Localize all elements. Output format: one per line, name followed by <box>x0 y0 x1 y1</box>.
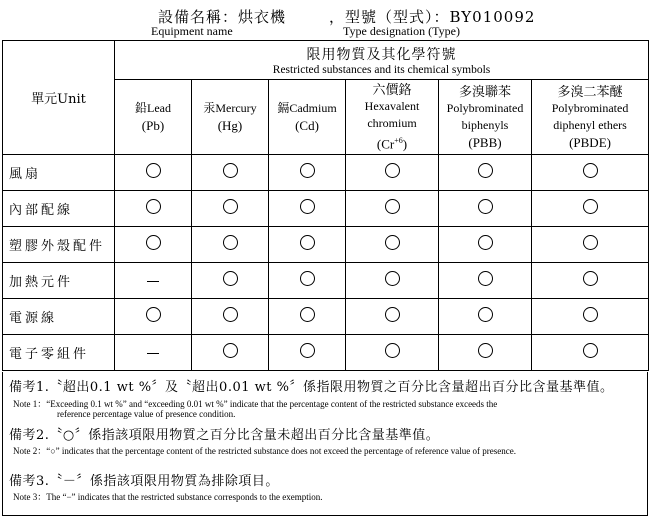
unit-label: 單元Unit <box>31 92 86 107</box>
circle-mark-icon <box>478 343 493 358</box>
table-row <box>3 227 649 263</box>
circle-mark-icon <box>300 307 315 322</box>
unit-name: 風扇 <box>3 155 115 191</box>
substance-mark-cell <box>192 155 269 191</box>
substance-mark-cell <box>346 335 439 371</box>
substance-name-line: 多溴二苯醚 <box>557 84 623 99</box>
substance-mark-cell <box>192 263 269 299</box>
dash-mark-icon <box>147 281 159 282</box>
note-3-en: Note 3：The “−” indicates that the restricted substance corresponds to the exemption. <box>13 492 323 502</box>
substance-symbol <box>532 134 648 151</box>
substance-mark-cell <box>346 299 439 335</box>
circle-mark-icon <box>385 235 400 250</box>
substance-symbol <box>439 134 531 151</box>
substance-mark-cell <box>269 227 346 263</box>
circle-mark-icon <box>223 271 238 286</box>
circle-mark-icon <box>223 343 238 358</box>
substance-mark-cell <box>115 299 192 335</box>
circle-mark-icon <box>385 271 400 286</box>
substance-symbol-text: (PBDE) <box>569 135 611 150</box>
circle-mark-icon <box>583 199 598 214</box>
table-row <box>3 299 649 335</box>
circle-mark-icon <box>478 235 493 250</box>
note-2-en: Note 2：“○” indicates that the percentage content of the restricted substance does not exceed the percentage of reference value of presence. <box>13 446 516 456</box>
notes-section <box>2 372 648 516</box>
substance-mark-cell <box>439 263 532 299</box>
substance-symbol-text: (Cr <box>376 136 395 152</box>
substance-mark-cell <box>532 335 649 371</box>
substance-name-line: biphenyls <box>461 118 509 132</box>
unit-name: 塑膠外殼配件 <box>3 227 115 263</box>
circle-mark-icon <box>385 199 400 214</box>
substance-mark-cell <box>269 155 346 191</box>
equipment-name-cn: 設備名稱：烘衣機 <box>158 8 287 26</box>
restricted-substances-en: Restricted substances and its chemical symbols <box>272 64 491 76</box>
circle-mark-icon <box>583 271 598 286</box>
substance-mark-cell <box>269 335 346 371</box>
substance-mark-cell <box>269 299 346 335</box>
substance-mark-cell <box>192 335 269 371</box>
circle-mark-icon <box>583 163 598 178</box>
table-body <box>3 155 649 371</box>
substance-mark-cell <box>346 191 439 227</box>
substance-header-5 <box>532 80 649 155</box>
dash-mark-icon <box>147 353 159 354</box>
unit-name: 加熱元件 <box>3 263 115 299</box>
substance-mark-cell <box>532 155 649 191</box>
substance-mark-cell <box>439 299 532 335</box>
substance-name-line: 六價鉻 <box>372 82 412 98</box>
circle-mark-icon <box>146 199 161 214</box>
substance-mark-cell <box>532 263 649 299</box>
substance-name-line: Polybrominated <box>551 101 629 115</box>
substance-symbol-text: (Pb) <box>141 118 165 133</box>
substance-name-line: Hexavalent <box>364 99 420 114</box>
substance-name-line: 汞Mercury <box>203 101 257 115</box>
circle-mark-icon <box>478 271 493 286</box>
circle-mark-icon <box>385 307 400 322</box>
substance-header-3 <box>346 80 439 155</box>
circle-mark-icon <box>583 343 598 358</box>
substance-symbol <box>115 117 191 134</box>
substance-name-line: diphenyl ethers <box>553 118 627 132</box>
substance-symbol-text: (Cd) <box>295 118 319 133</box>
unit-name: 電源線 <box>3 299 115 335</box>
note-2-cn: 備考2.〝○〞係指該項限用物質之百分比含量未超出百分比含量基準值。 <box>9 428 440 443</box>
substance-mark-cell <box>115 191 192 227</box>
substance-mark-cell <box>532 299 649 335</box>
substance-mark-cell <box>439 335 532 371</box>
circle-mark-icon <box>583 235 598 250</box>
unit-header-cell <box>3 41 115 155</box>
substance-symbol <box>346 132 438 152</box>
note-1-en: Note 1：“Exceeding 0.1 wt %” and “exceeding 0.01 wt %” indicate that the percentage content of the restricted substance exceeds the <box>13 399 498 409</box>
unit-name: 電子零組件 <box>3 335 115 371</box>
type-designation-en: Type designation (Type) <box>343 24 460 38</box>
unit-name: 內部配線 <box>3 191 115 227</box>
circle-mark-icon <box>478 307 493 322</box>
substance-symbol-end: ) <box>402 136 408 152</box>
note-1-en-continued: reference percentage value of presence condition. <box>57 409 236 419</box>
circle-mark-icon <box>385 343 400 358</box>
substance-mark-cell <box>346 155 439 191</box>
substance-symbol-superscript: +6 <box>394 136 403 146</box>
substance-name-line: chromium <box>367 116 417 131</box>
circle-mark-icon <box>300 235 315 250</box>
type-designation-cn: ，型號（型式）：BY010092 <box>329 8 536 26</box>
circle-mark-icon <box>300 343 315 358</box>
substance-mark-cell <box>115 227 192 263</box>
substance-mark-cell <box>532 191 649 227</box>
substance-name-line: 多溴聯苯 <box>458 84 511 99</box>
circle-mark-icon <box>146 163 161 178</box>
substance-mark-cell <box>439 155 532 191</box>
table-row <box>3 263 649 299</box>
substance-symbol <box>269 117 345 134</box>
table-row <box>3 335 649 371</box>
circle-mark-icon <box>300 199 315 214</box>
substance-mark-cell <box>115 155 192 191</box>
substance-mark-cell <box>532 227 649 263</box>
substance-mark-cell <box>439 191 532 227</box>
table-row <box>3 155 649 191</box>
note-1-cn: 備考1.〝超出0.1 wt %〞及〝超出0.01 wt %〞係指限用物質之百分比含量超出百分比含量基準值。 <box>9 380 614 395</box>
circle-mark-icon <box>223 235 238 250</box>
substance-symbol-text: (Hg) <box>217 118 243 133</box>
circle-mark-icon <box>385 163 400 178</box>
note-3-cn: 備考3.〝－〞係指該項限用物質為排除項目。 <box>9 474 279 489</box>
substance-mark-cell <box>115 263 192 299</box>
substance-name-line: Polybrominated <box>446 101 524 115</box>
circle-mark-icon <box>478 163 493 178</box>
substance-mark-cell <box>439 227 532 263</box>
substance-header-2 <box>269 80 346 155</box>
substance-symbol-text: (PBB) <box>468 135 502 150</box>
restricted-substances-cn: 限用物質及其化學符號 <box>306 47 457 63</box>
circle-mark-icon <box>146 307 161 322</box>
table-row <box>3 191 649 227</box>
substance-mark-cell <box>269 191 346 227</box>
substance-mark-cell <box>346 227 439 263</box>
substance-mark-cell <box>269 263 346 299</box>
substance-name-line: 鎘Cadmium <box>277 101 337 115</box>
substance-header-1 <box>192 80 269 155</box>
circle-mark-icon <box>583 307 598 322</box>
circle-mark-icon <box>478 199 493 214</box>
equipment-name-en: Equipment name <box>151 24 233 38</box>
circle-mark-icon <box>300 163 315 178</box>
substance-header-0 <box>115 80 192 155</box>
substance-mark-cell <box>192 299 269 335</box>
restricted-substances-table <box>2 40 649 371</box>
circle-mark-icon <box>223 307 238 322</box>
substance-header-4 <box>439 80 532 155</box>
document-header <box>0 0 650 42</box>
restricted-substances-header <box>115 41 649 80</box>
substance-mark-cell <box>192 227 269 263</box>
circle-mark-icon <box>300 271 315 286</box>
substance-mark-cell <box>192 191 269 227</box>
substance-symbol <box>192 117 268 134</box>
circle-mark-icon <box>146 235 161 250</box>
circle-mark-icon <box>223 199 238 214</box>
substance-mark-cell <box>115 335 192 371</box>
circle-mark-icon <box>223 163 238 178</box>
substance-name-line: 鉛Lead <box>135 101 171 115</box>
substance-mark-cell <box>346 263 439 299</box>
